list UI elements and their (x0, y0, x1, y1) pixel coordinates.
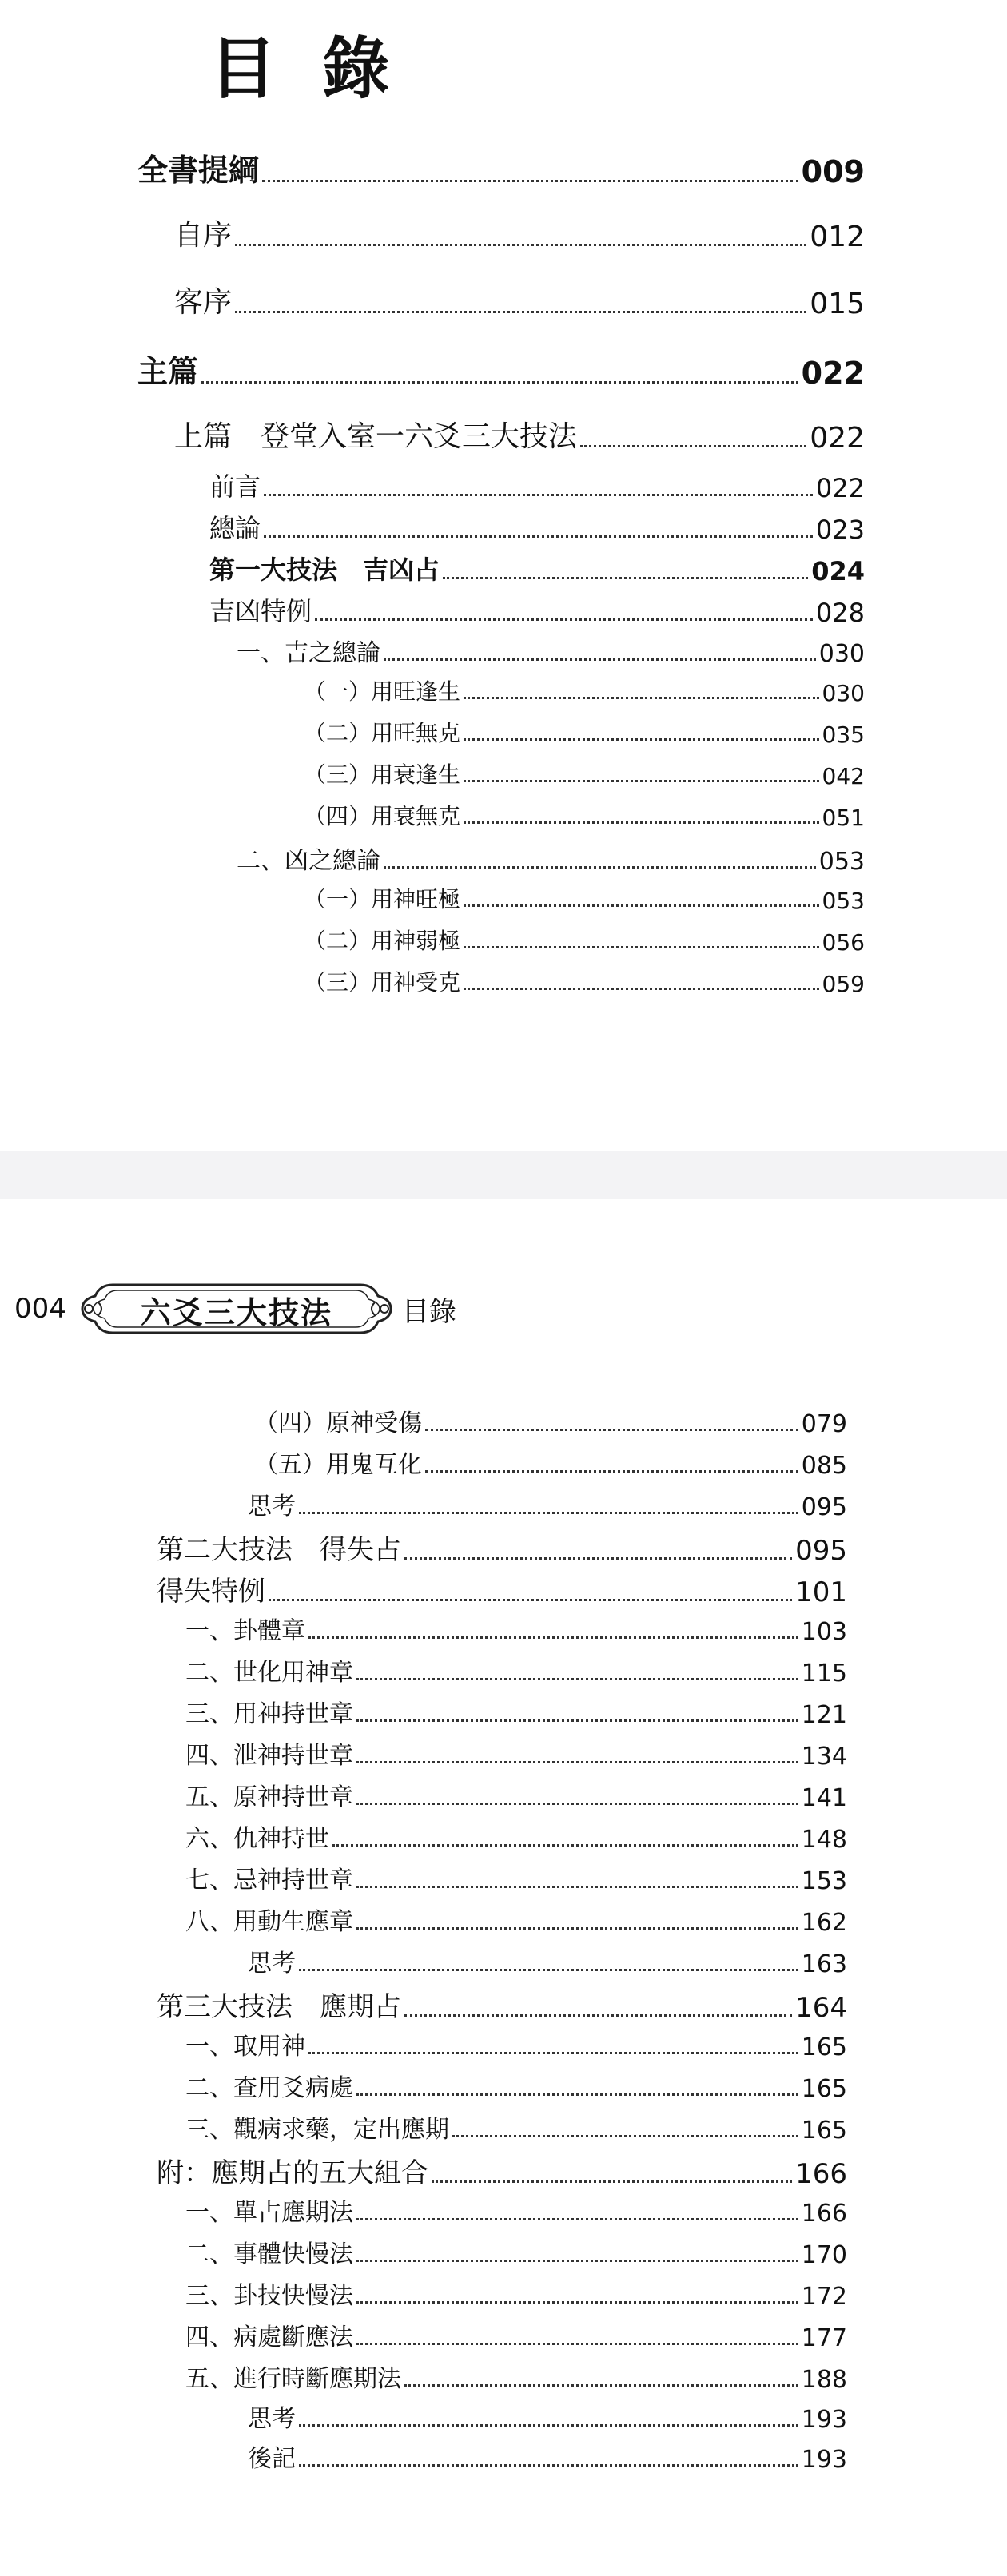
leader-dots (308, 2052, 798, 2054)
entry-title: 二、世化用神章 (185, 1659, 353, 1687)
leader-dots (580, 445, 806, 447)
entry-page: 022 (801, 356, 865, 391)
leader-dots (308, 1636, 798, 1639)
entry-page: 023 (815, 515, 865, 545)
entry-title: （三）用神受克 (304, 969, 461, 996)
entry-page: 121 (801, 1701, 847, 1729)
toc-entry[interactable] (209, 591, 865, 628)
entry-title: 三、用神持世章 (185, 1700, 353, 1728)
leader-dots (464, 821, 819, 824)
toc-entry[interactable] (254, 1445, 847, 1480)
entry-page: 172 (801, 2283, 847, 2311)
entry-page: 079 (801, 1410, 847, 1438)
entry-title: 第一大技法 吉凶占 (209, 555, 440, 585)
entry-page: 009 (801, 154, 865, 189)
leader-dots (464, 697, 819, 699)
entry-page: 059 (822, 971, 865, 997)
toc-entry[interactable] (174, 414, 865, 455)
header-section: 目錄 (401, 1295, 456, 1328)
entry-title: 四、泄神持世章 (185, 1742, 353, 1770)
toc-entry[interactable] (185, 2317, 847, 2352)
toc-entry[interactable] (185, 1860, 847, 1895)
entry-page: 095 (801, 1493, 847, 1521)
toc-entry[interactable] (209, 508, 865, 545)
entry-title: 上篇 登堂入室一六爻三大技法 (174, 420, 578, 453)
entry-title: 二、查用爻病處 (185, 2074, 353, 2102)
entry-title: 思考 (248, 1493, 296, 1521)
entry-page: 095 (795, 1535, 847, 1567)
entry-title: （四）原神受傷 (254, 1409, 422, 1437)
entry-title: 附：應期占的五大組合 (157, 2157, 428, 2189)
toc-entry[interactable] (248, 2399, 847, 2434)
entry-title: 三、觀病求藥，定出應期 (185, 2116, 449, 2144)
leader-dots (356, 1886, 798, 1888)
toc-entry[interactable] (185, 1652, 847, 1688)
leader-dots (425, 1429, 798, 1431)
leader-dots (425, 1470, 798, 1473)
toc-entry[interactable] (185, 2276, 847, 2311)
book-title: 六爻三大技法 (140, 1294, 332, 1330)
leader-dots (299, 2424, 798, 2427)
toc-entry[interactable] (174, 280, 865, 320)
leader-dots (384, 866, 816, 869)
page-title: 目 錄 (209, 29, 401, 108)
entry-title: 第三大技法 應期占 (157, 1991, 401, 2023)
entry-title: （一）用神旺極 (304, 886, 461, 912)
entry-title: 五、進行時斷應期法 (185, 2365, 401, 2393)
toc-entry[interactable] (185, 2026, 847, 2061)
leader-dots (235, 244, 806, 246)
entry-page: 022 (815, 473, 865, 503)
header-page-number: 004 (14, 1293, 66, 1325)
toc-entry[interactable] (174, 213, 865, 253)
leader-dots (356, 2260, 798, 2262)
entry-page: 101 (795, 1576, 847, 1608)
leader-dots (464, 780, 819, 782)
toc-page-2 (0, 1199, 1007, 2576)
toc-entry[interactable] (137, 347, 865, 391)
toc-entry[interactable] (185, 1694, 847, 1729)
entry-title: 六、仇神持世 (185, 1825, 329, 1853)
entry-page: 166 (795, 2158, 847, 2190)
toc-entry[interactable] (209, 550, 865, 586)
entry-page: 153 (801, 1867, 847, 1895)
toc-entry[interactable] (248, 1486, 847, 1521)
leader-dots (356, 1927, 798, 1930)
leader-dots (384, 658, 816, 661)
entry-page: 012 (810, 221, 865, 253)
entry-page: 141 (801, 1784, 847, 1812)
entry-title: （四）用衰無克 (304, 803, 461, 829)
toc-entry[interactable] (185, 2109, 847, 2145)
entry-page: 170 (801, 2241, 847, 2269)
leader-dots (464, 738, 819, 741)
entry-page: 053 (818, 848, 865, 876)
toc-entry[interactable] (237, 633, 865, 668)
leader-dots (404, 1557, 792, 1560)
toc-entry[interactable] (157, 1528, 847, 1567)
entry-title: 一、單占應期法 (185, 2199, 353, 2227)
toc-entry[interactable] (157, 1985, 847, 2024)
toc-entry[interactable] (248, 1943, 847, 1978)
entry-title: 總論 (209, 513, 261, 543)
toc-entry[interactable] (137, 145, 865, 189)
toc-entry[interactable] (185, 1902, 847, 1937)
entry-title: （二）用神弱極 (304, 928, 461, 954)
entry-title: （一）用旺逢生 (304, 678, 461, 705)
leader-dots (404, 2384, 798, 2387)
running-header (14, 1277, 734, 1341)
toc-entry[interactable] (157, 1569, 847, 1608)
entry-page: 177 (801, 2324, 847, 2352)
entry-title: 一、卦體章 (185, 1617, 305, 1645)
entry-page: 165 (801, 2033, 847, 2061)
leader-dots (356, 2301, 798, 2304)
entry-title: 全書提綱 (137, 153, 260, 188)
leader-dots (235, 311, 806, 313)
entry-title: 一、取用神 (185, 2033, 305, 2061)
leader-dots (299, 2464, 798, 2467)
entry-page: 165 (801, 2117, 847, 2145)
entry-page: 193 (801, 2446, 847, 2474)
entry-title: 思考 (248, 2405, 296, 2433)
toc-entry[interactable] (185, 2068, 847, 2103)
entry-page: 024 (811, 556, 865, 586)
entry-title: （三）用衰逢生 (304, 761, 461, 788)
entry-page: 163 (801, 1950, 847, 1978)
leader-dots (356, 1719, 798, 1722)
entry-title: 自序 (174, 219, 233, 252)
toc-page-1 (0, 0, 1007, 1151)
leader-dots (432, 2180, 792, 2183)
entry-title: 前言 (209, 471, 261, 502)
entry-page: 148 (801, 1826, 847, 1854)
toc-entry[interactable] (237, 841, 865, 876)
toc-entry[interactable] (185, 1819, 847, 1854)
leader-dots (356, 1678, 798, 1680)
toc-entry[interactable] (304, 965, 865, 997)
toc-entry[interactable] (157, 2151, 847, 2190)
toc-entry[interactable] (304, 882, 865, 914)
leader-dots (464, 946, 819, 948)
toc-entry[interactable] (248, 2439, 847, 2474)
leader-dots (269, 1599, 792, 1601)
entry-page: 022 (810, 422, 865, 455)
leader-dots (356, 2218, 798, 2220)
entry-title: 二、事體快慢法 (185, 2240, 353, 2268)
entry-title: 一、吉之總論 (237, 639, 380, 667)
entry-title: 主篇 (137, 354, 199, 389)
leader-dots (315, 618, 813, 621)
entry-page: 166 (801, 2200, 847, 2228)
entry-page: 162 (801, 1909, 847, 1937)
leader-dots (443, 577, 808, 579)
toc-entry[interactable] (304, 924, 865, 956)
entry-page: 042 (822, 763, 865, 789)
entry-title: 第二大技法 得失占 (157, 1534, 401, 1566)
entry-page: 165 (801, 2075, 847, 2103)
entry-page: 085 (801, 1452, 847, 1480)
entry-title: 客序 (174, 286, 233, 319)
entry-page: 188 (801, 2366, 847, 2394)
toc-entry[interactable] (304, 674, 865, 706)
entry-page: 164 (795, 1992, 847, 2024)
entry-page: 134 (801, 1743, 847, 1771)
book-title-badge (81, 1278, 392, 1339)
entry-page: 115 (801, 1660, 847, 1688)
entry-title: 吉凶特例 (209, 596, 312, 626)
entry-page: 015 (810, 288, 865, 320)
leader-dots (201, 381, 798, 384)
leader-dots (264, 494, 813, 496)
leader-dots (356, 2093, 798, 2096)
toc-entry[interactable] (185, 1611, 847, 1646)
entry-title: 得失特例 (157, 1576, 265, 1608)
entry-title: 五、原神持世章 (185, 1783, 353, 1811)
entry-page: 051 (822, 805, 865, 831)
entry-title: 後記 (248, 2445, 296, 2473)
leader-dots (299, 1969, 798, 1971)
page-separator (0, 1151, 1007, 1199)
entry-page: 035 (822, 722, 865, 748)
toc-entry[interactable] (209, 467, 865, 503)
leader-dots (299, 1512, 798, 1514)
entry-page: 056 (822, 929, 865, 956)
entry-page: 053 (822, 888, 865, 914)
entry-title: 八、用動生應章 (185, 1908, 353, 1936)
toc-entry[interactable] (185, 2192, 847, 2228)
toc-entry[interactable] (254, 1403, 847, 1438)
entry-page: 103 (801, 1618, 847, 1646)
entry-title: 七、忌神持世章 (185, 1866, 353, 1894)
leader-dots (356, 1761, 798, 1763)
entry-title: 三、卦技快慢法 (185, 2282, 353, 2310)
entry-page: 030 (818, 640, 865, 668)
entry-title: 四、病處斷應法 (185, 2324, 353, 2351)
leader-dots (452, 2135, 798, 2137)
leader-dots (464, 904, 819, 907)
entry-page: 193 (801, 2406, 847, 2434)
entry-title: （五）用鬼互化 (254, 1451, 422, 1479)
entry-page: 030 (822, 680, 865, 706)
leader-dots (404, 2014, 792, 2017)
leader-dots (356, 2343, 798, 2345)
toc-entry[interactable] (185, 1735, 847, 1771)
leader-dots (356, 1803, 798, 1805)
toc-entry[interactable] (304, 716, 865, 748)
toc-entry[interactable] (185, 1777, 847, 1812)
leader-dots (464, 988, 819, 990)
entry-page: 028 (815, 598, 865, 628)
leader-dots (264, 535, 813, 538)
toc-entry[interactable] (304, 757, 865, 789)
entry-title: 思考 (248, 1950, 296, 1978)
entry-title: （二）用旺無克 (304, 720, 461, 746)
leader-dots (332, 1844, 798, 1847)
leader-dots (262, 180, 798, 182)
toc-entry[interactable] (185, 2359, 847, 2394)
entry-title: 二、凶之總論 (237, 847, 380, 875)
toc-entry[interactable] (185, 2234, 847, 2269)
toc-entry[interactable] (304, 799, 865, 831)
